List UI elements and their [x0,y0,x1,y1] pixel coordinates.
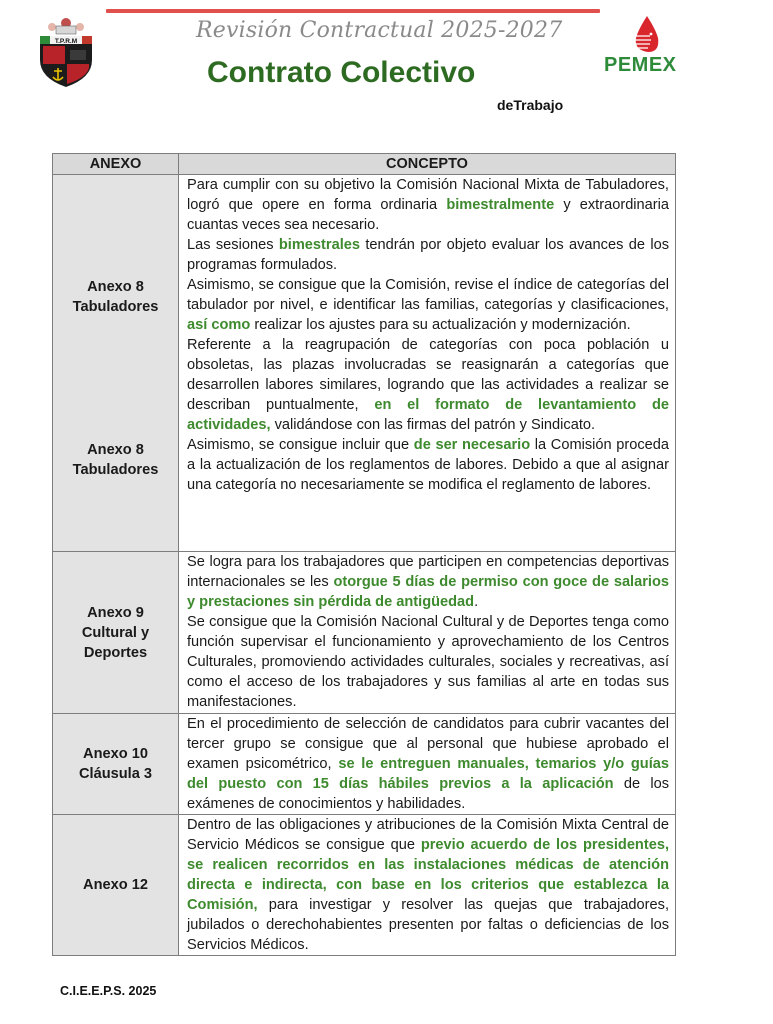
body-text: realizar los ajustes para su actualización y modernización. [250,317,631,333]
anexo-label-group [55,552,176,713]
table-row [53,552,676,714]
body-text: para investigar y resolver las quejas que trabajadores, jubilados o derechohabientes presenten por faltas o deficiencias de los Servicios Médicos. [187,897,669,953]
concepto-paragraph [187,175,669,235]
highlighted-text: en el formato de levantamiento de actividades, [187,397,669,433]
anexo-cell [53,175,179,552]
concepto-paragraph [187,275,669,335]
concepto-paragraph [187,714,669,814]
anexo-label-line: Tabuladores [72,461,159,478]
anexo-label-line: Cláusula 3 [79,766,152,782]
body-text: Para cumplir con su objetivo la Comisión Nacional Mixta de Tabuladores, logró que opere en forma ordinaria [187,177,669,213]
column-header-anexo: ANEXO [53,154,179,175]
body-text: Las sesiones [187,237,279,253]
anexo-label-line: Tabuladores [72,298,159,315]
table-header-row [53,154,676,175]
highlighted-text: se le entreguen manuales, temarios y/o guías del puesto con 15 días hábiles previos a la aplicación [187,756,669,792]
anexo-label [55,875,176,895]
body-text: tendrán por objeto evaluar los avances de los programas formulados. [187,237,669,273]
concepto-cell [179,175,676,552]
highlighted-text: de ser necesario [413,437,531,453]
anexo-label-line: Anexo 10 [83,746,148,762]
anexo-label [55,440,176,480]
revision-title: Revisión Contractual 2025-2027 [196,18,563,43]
column-header-concepto: CONCEPTO [179,154,676,175]
body-text: Asimismo, se consigue incluir que [187,437,414,453]
header-top-rule [106,9,600,13]
union-crest-icon [36,16,96,88]
body-text: la Comisión proceda a la actualización de los reglamentos de labores. Debido a que al asignar una categoría no necesariamente se modifica el reglamento de labores. [187,437,669,493]
footer-credit: C.I.E.E.P.S. 2025 [60,984,157,998]
body-text: de los exámenes de conocimientos y habilidades. [187,776,670,812]
body-text: Se logra para los trabajadores que participen en competencias deportivas internacionales se les [187,554,669,590]
body-text: y extraordinaria cuantas veces sea necesario. [187,197,669,233]
body-text: Se consigue que la Comisión Nacional Cultural y de Deportes tenga como función supervisar el funcionamiento y aprovechamiento de los Centros Culturales, promoviendo actividades culturales, sociales y recreativas, así como el acceso de los trabajadores y sus familias al arte en todas sus manifestaciones. [187,614,669,710]
anexo-cell [53,815,179,956]
anexo-label-line: Cultural y [81,624,150,641]
svg-text:T.P.R.M: T.P.R.M [54,38,78,45]
anexo-label [55,277,176,317]
concepto-paragraph [187,815,669,955]
body-text: validándose con las firmas del patrón y Sindicato. [270,417,596,433]
concepto-cell [179,714,676,815]
concepto-paragraph [187,235,669,275]
concepto-paragraph [187,612,669,712]
concepto-paragraph [187,335,669,435]
pemex-wordmark: PEMEX [604,54,677,76]
anexo-label-line: Deportes [83,644,148,661]
anexo-label-group [55,185,176,541]
anexo-label-line: Anexo 8 [87,278,144,295]
body-text: Asimismo, se consigue que la Comisión, revise el índice de categorías del tabulador por nivel, e identificar las familias, categorías y clasificaciones, [187,277,669,313]
anexo-cell [53,714,179,815]
anexo-label [55,603,176,663]
anexo-label-line: Anexo 8 [87,441,144,458]
anexo-label-group [55,714,176,814]
anexo-label-line: Anexo 9 [87,604,144,621]
document-subtitle: deTrabajo [497,97,564,113]
concepto-paragraph [187,552,669,612]
anexo-label-line: Anexo 12 [83,877,148,893]
concepto-cell [179,552,676,714]
document-title: Contrato Colectivo [207,56,476,89]
body-text: . [474,594,479,610]
highlighted-text: bimestrales [278,237,360,253]
body-text: Referente a la reagrupación de categorías con poca población u obsoletas, las plazas involucradas se reasignarán a categorías que desarrollen labores similares, logrando que las actividades a realizar se describan puntualmente, [187,337,669,413]
highlighted-text: previo acuerdo de los presidentes, se realicen recorridos en las instalaciones médicas de atención directa e indirecta, con base en los criterios que establezca la Comisión, [187,837,669,913]
table-row [53,714,676,815]
annex-table [52,153,676,956]
table-row [53,815,676,956]
highlighted-text: bimestralmente [446,197,555,213]
anexo-cell [53,552,179,714]
highlighted-text: así como [187,317,251,333]
body-text: Dentro de las obligaciones y atribuciones de la Comisión Mixta Central de Servicio Médicos se consigue que [187,817,669,853]
anexo-label-group [55,815,176,955]
concepto-cell [179,815,676,956]
concepto-paragraph [187,435,669,495]
anexo-label [55,744,176,784]
highlighted-text: otorgue 5 días de permiso con goce de salarios y prestaciones sin pérdida de antigüedad [187,574,669,610]
table-row [53,175,676,552]
body-text: En el procedimiento de selección de candidatos para cubrir vacantes del tercer grupo se consigue que al personal que hubiese aprobado el examen psicométrico, [187,716,669,772]
